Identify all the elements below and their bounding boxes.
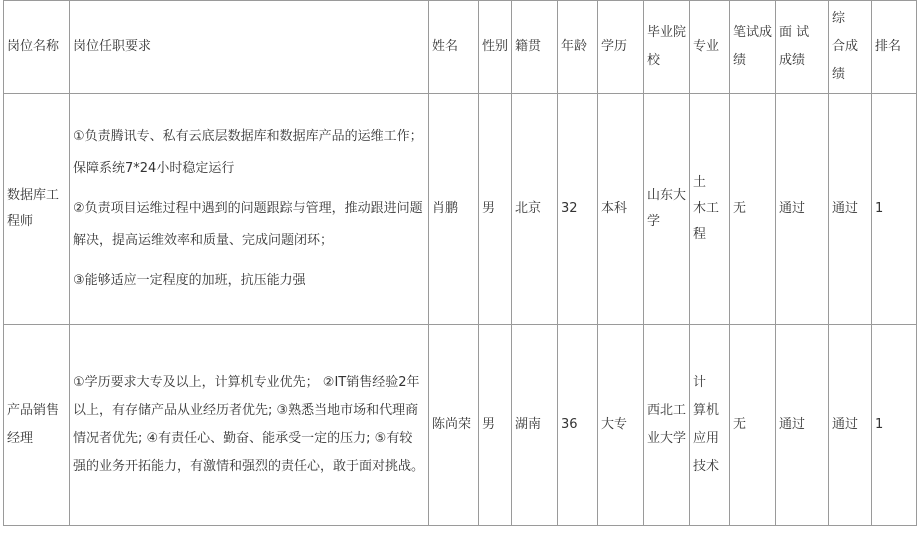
requirement-item: ②负责项目运维过程中遇到的问题跟踪与管理，推动跟进问题解决，提高运维效率和质量、完成问题闭环； <box>73 201 423 248</box>
cell-requirements: ①学历要求大专及以上，计算机专业优先； ②IT销售经验2年以上，有存储产品从业经历者优先; ③熟悉当地市场和代理商情况者优先; ④有责任心、勤奋、能承受一定的压力; ⑤有较强的业务开拓能力，有激情和强烈的责任心，敢于面对挑战。 <box>70 325 429 526</box>
header-school: 毕业院校 <box>644 1 690 94</box>
cell-education: 本科 <box>598 94 644 325</box>
header-name: 姓名 <box>429 1 479 94</box>
cell-major: 计 算机 应用 技术 <box>690 325 730 526</box>
table-row <box>4 94 917 325</box>
cell-name: 肖鹏 <box>429 94 479 325</box>
cell-interview-score: 通过 <box>776 325 829 526</box>
cell-written-score: 无 <box>730 94 776 325</box>
header-interview-score: 面 试 成绩 <box>776 1 829 94</box>
cell-position: 数据库工程师 <box>4 94 70 325</box>
header-row <box>4 1 917 94</box>
recruitment-table <box>3 0 917 526</box>
header-major: 专业 <box>690 1 730 94</box>
header-gender: 性别 <box>479 1 512 94</box>
cell-major: 土 木工程 <box>690 94 730 325</box>
cell-education: 大专 <box>598 325 644 526</box>
cell-origin: 湖南 <box>512 325 558 526</box>
header-origin: 籍贯 <box>512 1 558 94</box>
table-row <box>4 325 917 526</box>
cell-gender: 男 <box>479 94 512 325</box>
requirement-item: ①负责腾讯专、私有云底层数据库和数据库产品的运维工作；保障系统7*24小时稳定运行 <box>73 129 423 176</box>
cell-overall-score: 通过 <box>829 325 872 526</box>
header-rank: 排名 <box>872 1 917 94</box>
header-overall-score: 综 合成绩 <box>829 1 872 94</box>
header-written-score: 笔试成绩 <box>730 1 776 94</box>
cell-name: 陈尚荣 <box>429 325 479 526</box>
cell-rank: 1 <box>872 94 917 325</box>
cell-requirements <box>70 94 429 325</box>
header-position: 岗位名称 <box>4 1 70 94</box>
cell-rank: 1 <box>872 325 917 526</box>
header-age: 年龄 <box>558 1 598 94</box>
cell-gender: 男 <box>479 325 512 526</box>
cell-overall-score: 通过 <box>829 94 872 325</box>
cell-written-score: 无 <box>730 325 776 526</box>
cell-origin: 北京 <box>512 94 558 325</box>
cell-position: 产品销售经理 <box>4 325 70 526</box>
cell-school: 西北工业大学 <box>644 325 690 526</box>
cell-interview-score: 通过 <box>776 94 829 325</box>
cell-age: 36 <box>558 325 598 526</box>
header-requirements: 岗位任职要求 <box>70 1 429 94</box>
cell-school: 山东大学 <box>644 94 690 325</box>
requirement-item: ③能够适应一定程度的加班，抗压能力强 <box>73 273 306 288</box>
cell-age: 32 <box>558 94 598 325</box>
header-education: 学历 <box>598 1 644 94</box>
